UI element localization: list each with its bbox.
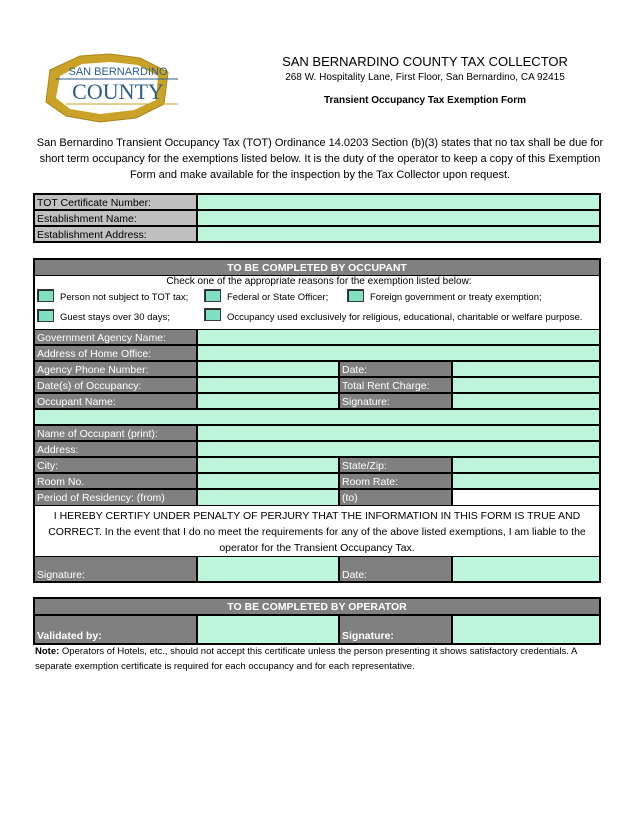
option-religious-label: Occupancy used exclusively for religious, educational, charitable or welfare purpose. xyxy=(227,312,583,323)
dates-occupancy-label: Date(s) of Occupancy: xyxy=(34,377,197,393)
establishment-address-field[interactable] xyxy=(197,226,600,242)
period-to-field[interactable] xyxy=(452,489,600,506)
checkbox-officer[interactable] xyxy=(204,289,221,302)
logo-line1: SAN BERNARDINO xyxy=(68,66,168,78)
option-guest-label: Guest stays over 30 days; xyxy=(60,312,170,323)
tot-certificate-field[interactable] xyxy=(197,194,600,210)
establishment-name-label: Establishment Name: xyxy=(34,210,197,226)
intro-paragraph: San Bernardino Transient Occupancy Tax (TOT) Ordinance 14.0203 Section (b)(3) states that no tax shall be due for short term occupancy for the exemptions listed below. It is the duty of the operator to keep a copy of this Exemption Form and make available for the inspection by the Tax Collector upon request. xyxy=(36,137,604,181)
establishment-address-label: Establishment Address: xyxy=(34,226,197,242)
date-label: Date: xyxy=(339,361,452,377)
logo-line2: COUNTY xyxy=(72,79,164,104)
occupant-name-field[interactable] xyxy=(197,393,339,409)
checkbox-foreign[interactable] xyxy=(347,289,364,302)
room-no-field[interactable] xyxy=(197,473,339,489)
occupant-heading: TO BE COMPLETED BY OCCUPANT xyxy=(34,259,600,276)
operator-signature-field[interactable] xyxy=(452,615,600,644)
state-zip-field[interactable] xyxy=(452,457,600,473)
tot-certificate-label: TOT Certificate Number: xyxy=(34,194,197,210)
total-rent-label: Total Rent Charge: xyxy=(339,377,452,393)
room-rate-label: Room Rate: xyxy=(339,473,452,489)
exemption-instructions: Check one of the appropriate reasons for the exemption listed below: xyxy=(166,276,472,287)
agency-title: SAN BERNARDINO COUNTY TAX COLLECTOR xyxy=(282,54,568,69)
option-foreign-label: Foreign government or treaty exemption; xyxy=(370,292,542,303)
agency-phone-field[interactable] xyxy=(197,361,339,377)
signature-label: Signature: xyxy=(339,393,452,409)
period-from-label: Period of Residency: (from) xyxy=(34,489,197,506)
total-rent-field[interactable] xyxy=(452,377,600,393)
checkbox-guest-30-days[interactable] xyxy=(37,309,54,322)
certification-statement: I HEREBY CERTIFY UNDER PENALTY OF PERJURY THAT THE INFORMATION IN THIS FORM IS TRUE AND CORRECT. In the event that I do no meet the requirements for any of the above listed exemptions, I am liable to the operator for the Transient Occupancy Tax. xyxy=(34,506,600,556)
operator-signature-label: Signature: xyxy=(339,615,452,644)
period-from-field[interactable] xyxy=(197,489,339,506)
validated-by-label: Validated by: xyxy=(34,615,197,644)
home-office-label: Address of Home Office: xyxy=(34,345,197,361)
option-officer-label: Federal or State Officer; xyxy=(227,292,329,303)
county-logo xyxy=(40,52,182,124)
city-field[interactable] xyxy=(197,457,339,473)
dates-occupancy-field[interactable] xyxy=(197,377,339,393)
final-signature-label: Signature: xyxy=(34,556,197,582)
operator-note xyxy=(35,644,605,674)
home-office-field[interactable] xyxy=(197,345,600,361)
note-text: Operators of Hotels, etc., should not accept this certificate unless the person presenting it shows satisfactory credentials. A separate exemption certificate is required for each occupancy and for each representative. xyxy=(35,646,577,672)
name-print-field[interactable] xyxy=(197,425,600,441)
room-rate-field[interactable] xyxy=(452,473,600,489)
city-label: City: xyxy=(34,457,197,473)
signature-field[interactable] xyxy=(452,393,600,409)
validated-by-field[interactable] xyxy=(197,615,339,644)
spacer-row xyxy=(34,409,600,425)
checkbox-not-subject[interactable] xyxy=(37,289,54,302)
date-field[interactable] xyxy=(452,361,600,377)
final-signature-field[interactable] xyxy=(197,556,339,582)
address-field[interactable] xyxy=(197,441,600,457)
room-no-label: Room No. xyxy=(34,473,197,489)
gov-agency-label: Government Agency Name: xyxy=(34,329,197,345)
final-date-label: Date: xyxy=(339,556,452,582)
agency-address: 268 W. Hospitality Lane, First Floor, San Bernardino, CA 92415 xyxy=(285,72,565,83)
state-zip-label: State/Zip: xyxy=(339,457,452,473)
gov-agency-field[interactable] xyxy=(197,329,600,345)
period-to-label: (to) xyxy=(339,489,452,506)
address-label: Address: xyxy=(34,441,197,457)
name-print-label: Name of Occupant (print): xyxy=(34,425,197,441)
form-title: Transient Occupancy Tax Exemption Form xyxy=(323,95,527,106)
option-not-subject-label: Person not subject to TOT tax; xyxy=(60,292,189,303)
establishment-name-field[interactable] xyxy=(197,210,600,226)
note-prefix: Note: xyxy=(35,646,60,657)
final-date-field[interactable] xyxy=(452,556,600,582)
checkbox-religious[interactable] xyxy=(204,308,221,321)
occupant-name-label: Occupant Name: xyxy=(34,393,197,409)
operator-heading: TO BE COMPLETED BY OPERATOR xyxy=(34,598,600,615)
agency-phone-label: Agency Phone Number: xyxy=(34,361,197,377)
